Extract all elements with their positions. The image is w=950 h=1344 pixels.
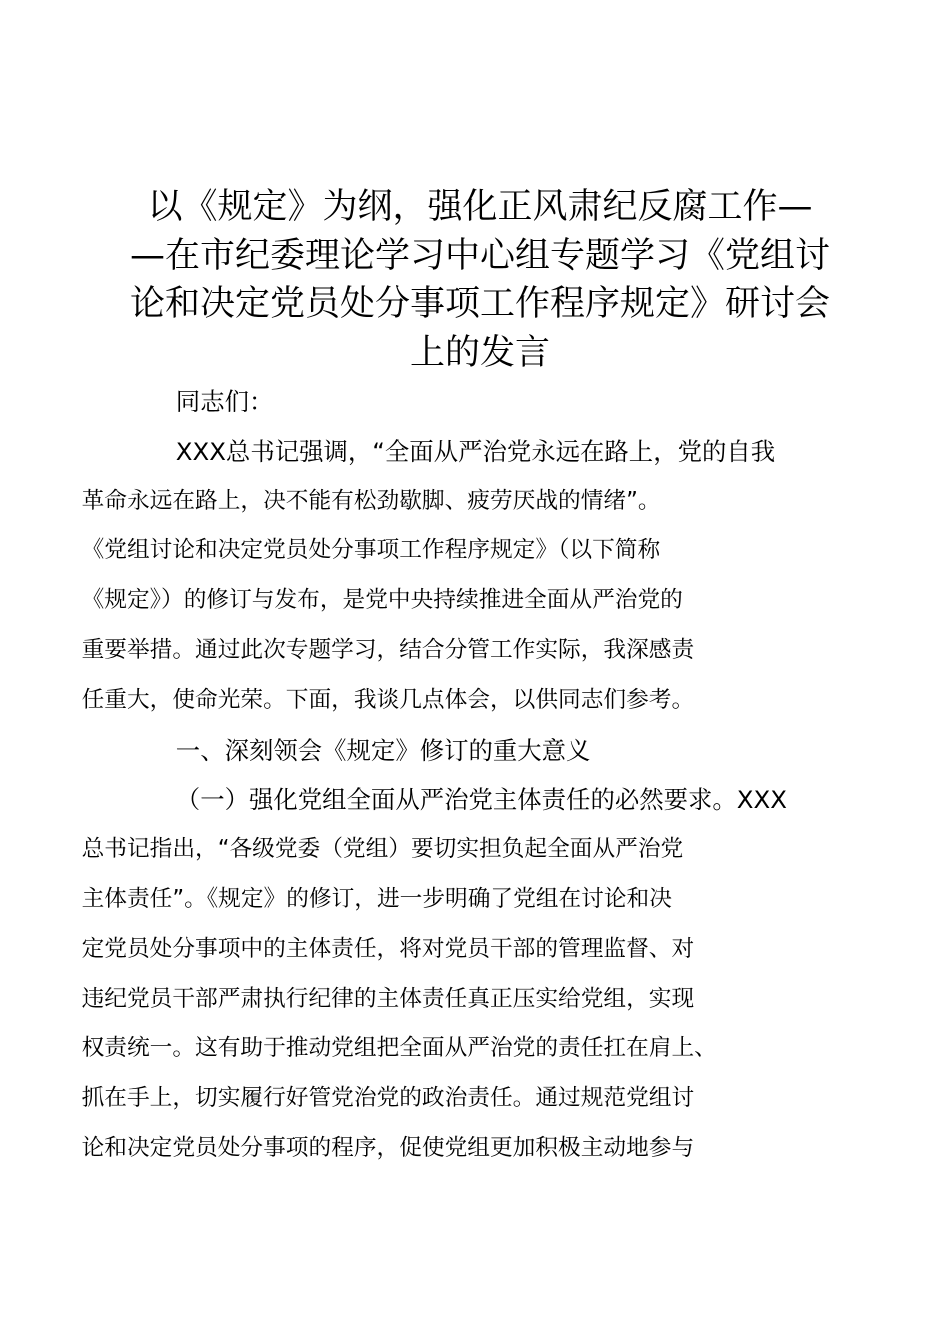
salutation-text: 同志们： — [175, 387, 274, 416]
paragraph-line: 任重大，使命光荣。下面，我谈几点体会，以供同志们参考。 — [81, 686, 695, 713]
paragraph-line: （一）强化党组全面从严治党主体责任的必然要求。XXX — [175, 785, 787, 815]
paragraph-line: 抓在手上，切实履行好管党治党的政治责任。通过规范党组讨 — [81, 1085, 695, 1112]
paragraph-line: 革命永远在路上，决不能有松劲歇脚、疲劳厌战的情绪”。 — [81, 487, 661, 514]
document-title — [127, 183, 833, 377]
section-heading-1 — [127, 726, 833, 776]
paragraph-line: 总书记指出，“各级党委（党组）要切实担负起全面从严治党 — [81, 836, 684, 863]
paragraph-line: 重要举措。通过此次专题学习，结合分管工作实际，我深感责 — [81, 636, 695, 663]
paragraph-point-1 — [81, 775, 833, 1173]
paragraph-line: 权责统一。这有助于推动党组把全面从严治党的责任扛在肩上、 — [81, 1035, 717, 1062]
paragraph-line: 违纪党员干部严肃执行纪律的主体责任真正压实给党组，实现 — [81, 985, 695, 1012]
salutation — [127, 377, 833, 427]
paragraph-line: XXX总书记强调，“全面从严治党永远在路上，党的自我 — [175, 436, 776, 466]
title-line: 以《规定》为纲，强化正风肃纪反腐工作— — [147, 187, 813, 227]
title-line: 上的发言 — [409, 332, 550, 373]
document-page — [81, 183, 833, 1174]
paragraph-line: 《党组讨论和决定党员处分事项工作程序规定》（以下简称 — [81, 537, 661, 564]
paragraph-line: 定党员处分事项中的主体责任，将对党员干部的管理监督、对 — [81, 935, 695, 962]
title-line: —在市纪委理论学习中心组专题学习《党组讨 — [129, 235, 830, 276]
title-line: 论和决定党员处分事项工作程序规定》研讨会 — [129, 284, 830, 324]
document-body — [81, 377, 833, 1174]
section-heading-text: 一、深刻领会《规定》修订的重大意义 — [175, 735, 591, 765]
paragraph-line: 《规定》）的修订与发布，是党中央持续推进全面从严治党的 — [81, 587, 683, 614]
paragraph-line: 主体责任”。《规定》的修订，进一步明确了党组在讨论和决 — [81, 885, 672, 912]
paragraph-intro — [81, 427, 833, 726]
paragraph-line: 论和决定党员处分事项的程序，促使党组更加积极主动地参与 — [81, 1134, 695, 1161]
